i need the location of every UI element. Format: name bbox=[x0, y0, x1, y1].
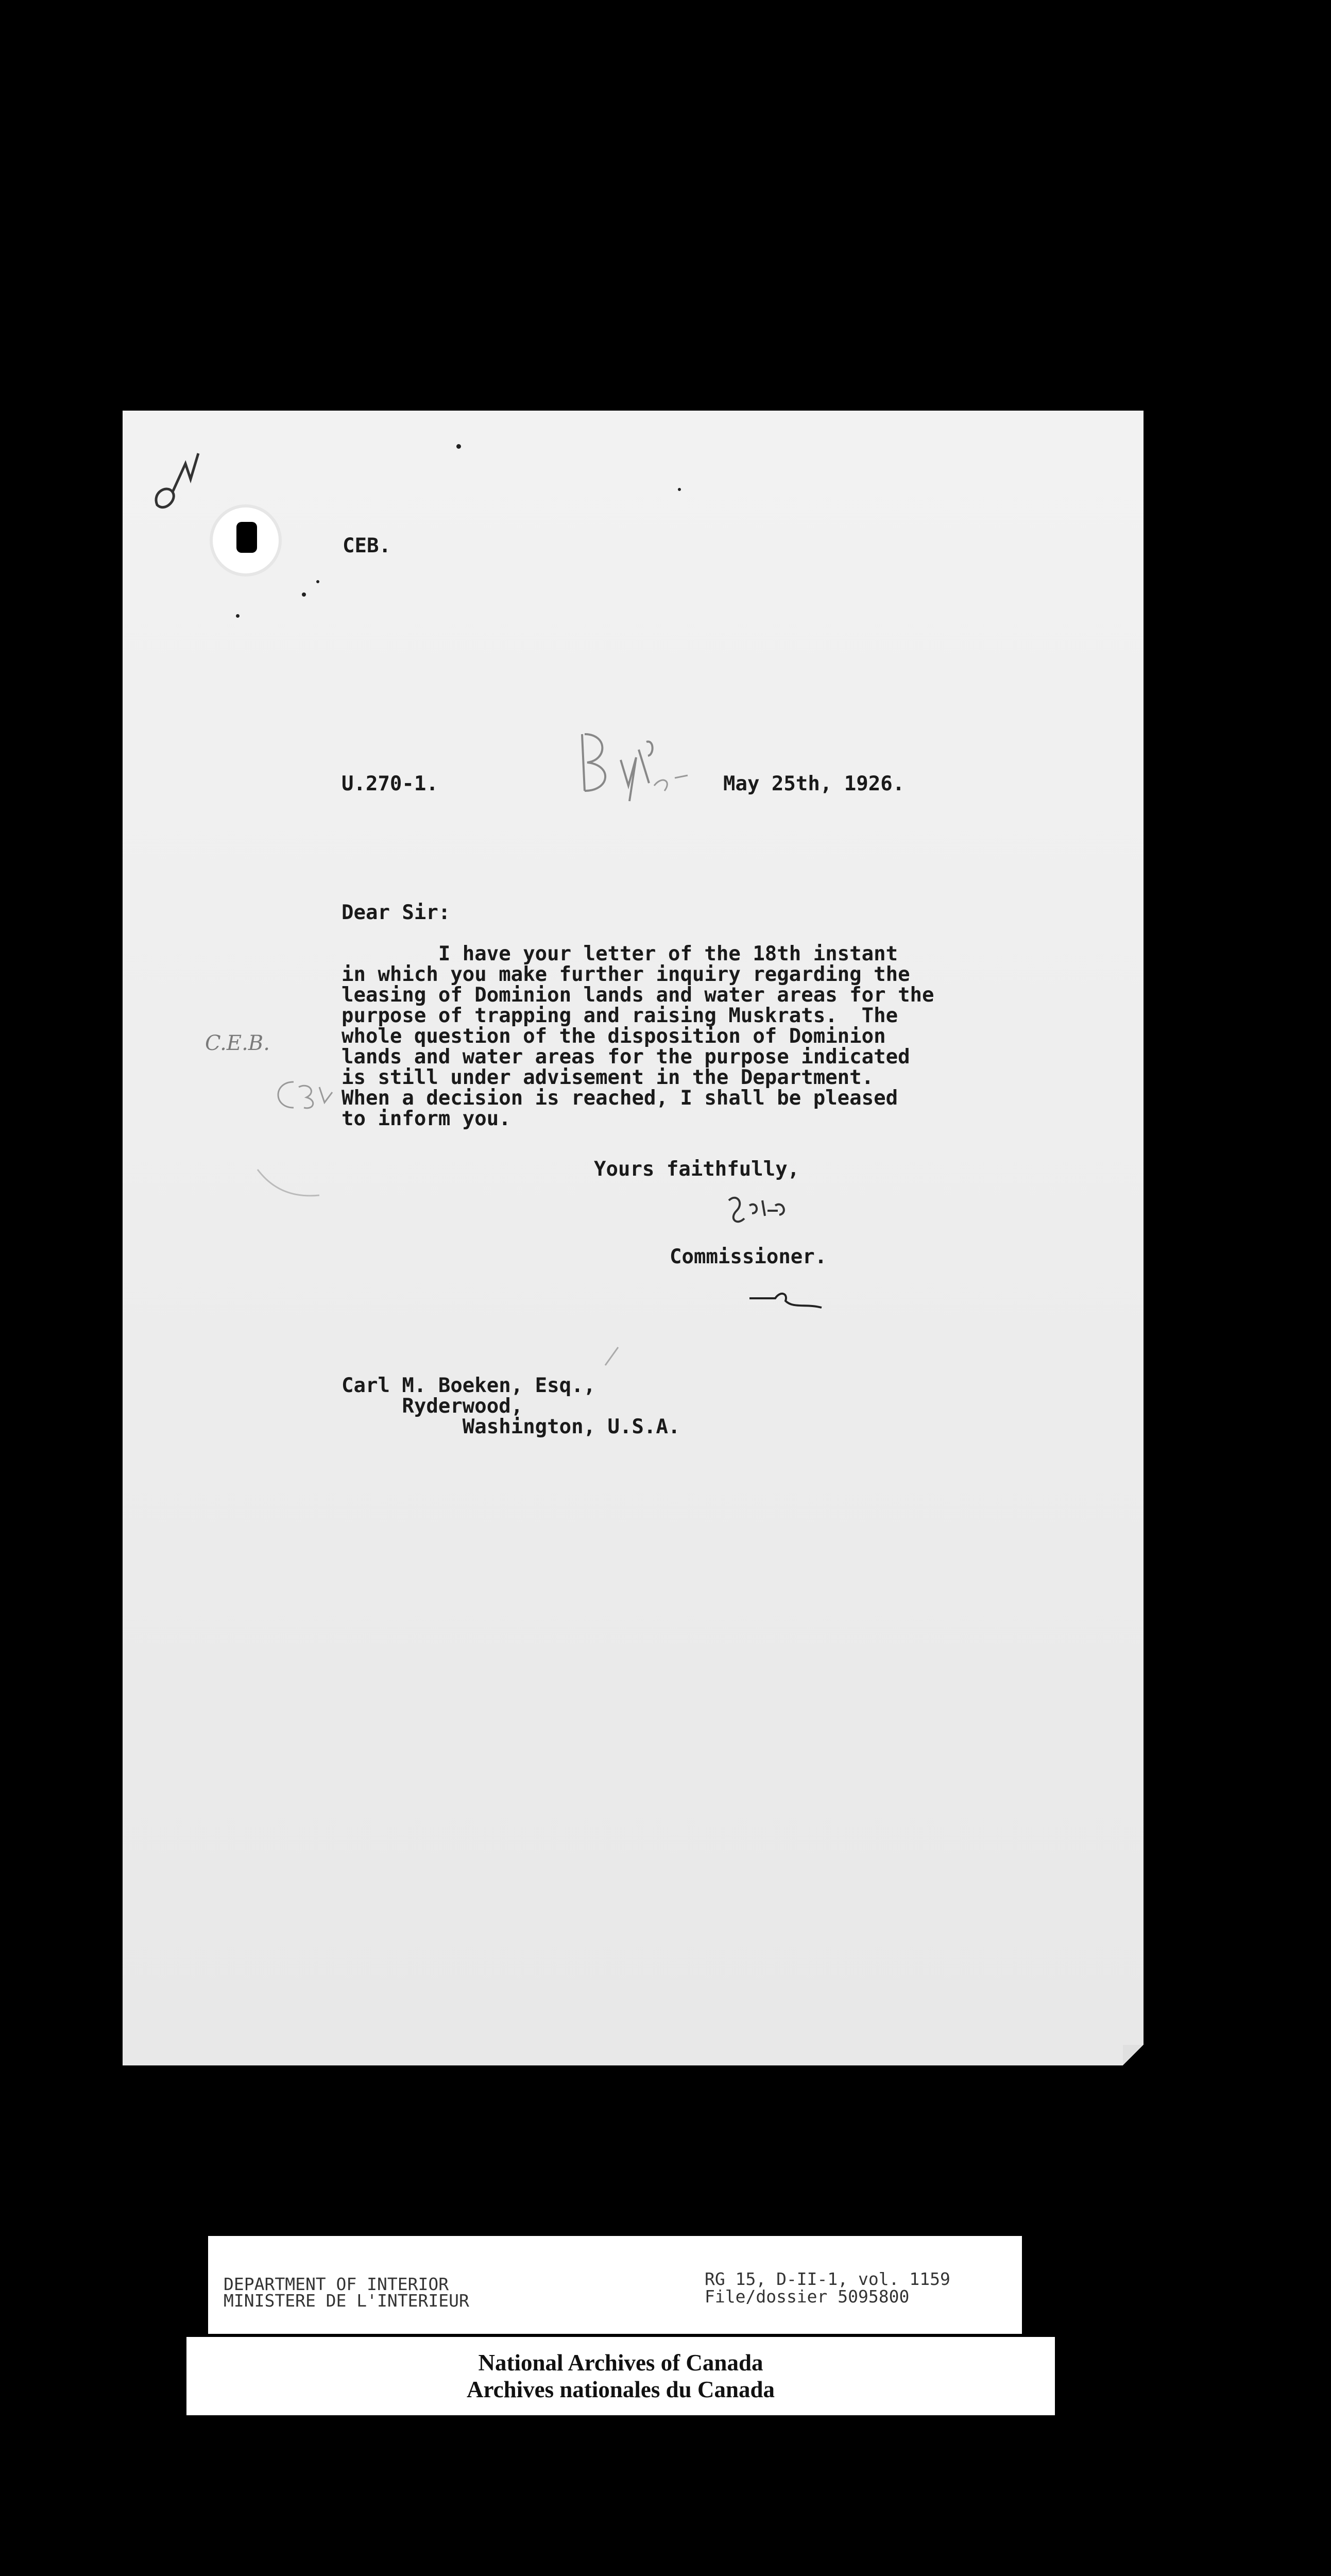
page-corner-fold bbox=[1123, 2045, 1144, 2065]
speck bbox=[302, 592, 306, 597]
body-line: lands and water areas for the purpose indicated bbox=[342, 1045, 910, 1069]
recipient-line: Washington, U.S.A. bbox=[342, 1415, 680, 1438]
speck bbox=[678, 488, 681, 491]
archive-file: File/dossier 5095800 bbox=[705, 2286, 910, 2307]
recipient-line: Ryderwood, bbox=[342, 1395, 523, 1418]
margin-initials: C.E.B. bbox=[205, 1031, 270, 1055]
body-line: purpose of trapping and raising Muskrats. The bbox=[342, 1004, 898, 1027]
department-en: DEPARTMENT OF INTERIOR bbox=[224, 2274, 449, 2294]
handwritten-initials-mark bbox=[149, 443, 206, 520]
letter-date: May 25th, 1926. bbox=[723, 772, 905, 795]
tick-mark bbox=[603, 1345, 623, 1370]
department-fr: MINISTERE DE L'INTERIEUR bbox=[224, 2291, 469, 2311]
handwritten-signature bbox=[724, 1190, 801, 1231]
handwritten-mark-date bbox=[572, 724, 706, 806]
speck bbox=[236, 614, 240, 618]
speck bbox=[456, 444, 461, 449]
recipient-line: Carl M. Boeken, Esq., bbox=[342, 1374, 596, 1397]
handwritten-initial-flourish bbox=[744, 1283, 827, 1319]
body-line: leasing of Dominion lands and water areas for the bbox=[342, 984, 934, 1007]
institution-name-en: National Archives of Canada bbox=[478, 2350, 763, 2376]
archive-reference: RG 15, D-II-1, vol. 1159 bbox=[705, 2269, 950, 2289]
body-line: When a decision is reached, I shall be pleased bbox=[342, 1087, 898, 1110]
handwritten-margin-mark bbox=[268, 1072, 340, 1123]
file-number: U.270-1. bbox=[342, 772, 438, 795]
body-line: is still under advisement in the Department. bbox=[342, 1066, 874, 1089]
signature-title: Commissioner. bbox=[670, 1245, 827, 1268]
archive-reference-label bbox=[208, 2236, 1022, 2334]
typist-initials: CEB. bbox=[343, 534, 391, 557]
closing: Yours faithfully, bbox=[594, 1158, 800, 1181]
salutation: Dear Sir: bbox=[342, 901, 451, 924]
archive-institution-label bbox=[186, 2337, 1055, 2415]
punch-hole bbox=[213, 507, 279, 573]
speck bbox=[316, 580, 319, 583]
body-line: I have your letter of the 18th instant bbox=[342, 942, 898, 965]
letter-sheet bbox=[123, 411, 1144, 2065]
institution-name-fr: Archives nationales du Canada bbox=[466, 2377, 775, 2402]
handwritten-margin-curve bbox=[252, 1164, 325, 1206]
body-line: to inform you. bbox=[342, 1107, 511, 1130]
body-line: in which you make further inquiry regarding the bbox=[342, 963, 910, 986]
body-line: whole question of the disposition of Dominion bbox=[342, 1025, 886, 1048]
